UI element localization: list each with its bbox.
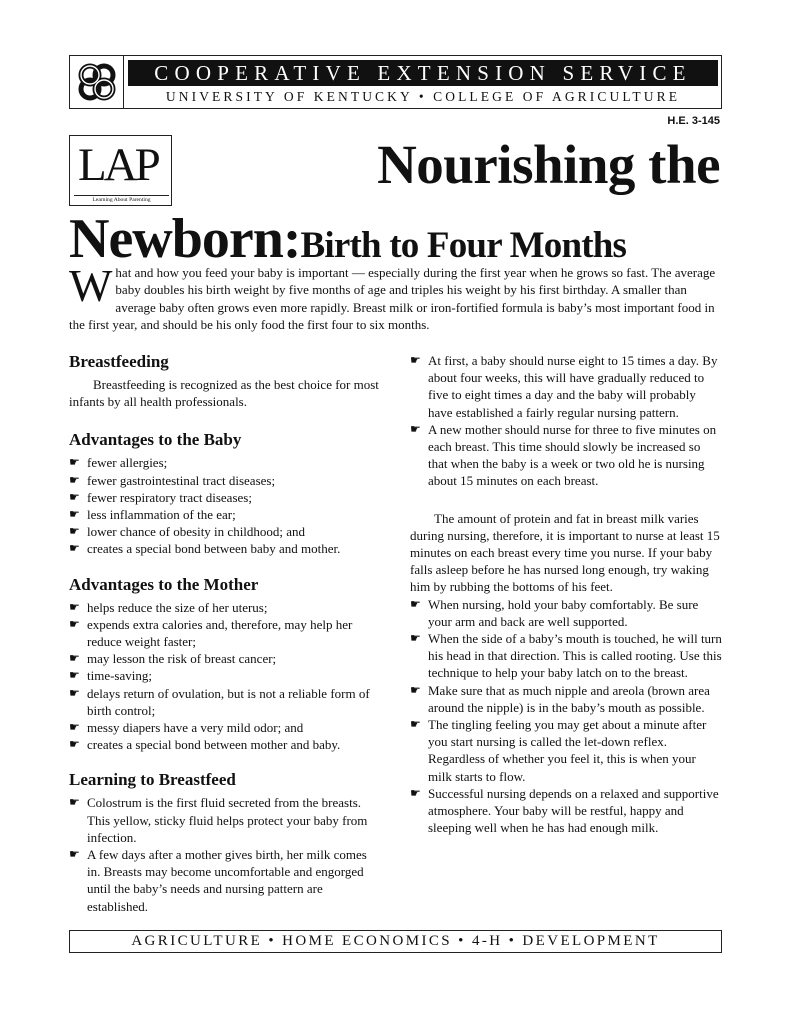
list-item: [69, 523, 381, 540]
pointing-hand-icon: ☛: [69, 489, 80, 504]
knot-logo-icon: [75, 60, 119, 104]
breastfeeding-text: Breastfeeding is recognized as the best choice for most infants by all health professionals.: [69, 377, 379, 410]
nursing-frequency-list: [410, 352, 722, 490]
list-item-text: expends extra calories and, therefore, may help her reduce weight faster;: [87, 616, 353, 650]
university-subtitle: UNIVERSITY OF KENTUCKY • COLLEGE OF AGRICULTURE: [165, 89, 681, 104]
list-item: [69, 489, 381, 506]
list-item-text: may lesson the risk of breast cancer;: [87, 651, 277, 667]
list-item-text: lower chance of obesity in childhood; and: [87, 524, 306, 540]
list-item-text: fewer respiratory tract diseases;: [87, 489, 252, 505]
list-item-text: Successful nursing depends on a relaxed and supportive atmosphere. Your baby will be restful, happy and sleeping well when he has had enough milk.: [428, 785, 719, 836]
list-item-text: fewer gastrointestinal tract diseases;: [87, 472, 276, 488]
list-item: [69, 616, 381, 650]
list-item-text: When nursing, hold your baby comfortably. Be sure your arm and back are well supported.: [428, 596, 699, 629]
list-item-text: time-saving;: [87, 668, 152, 684]
pointing-hand-icon: ☛: [410, 631, 421, 646]
lap-logo-subtext: Learning About Parenting: [74, 195, 169, 203]
list-item-text: less inflammation of the ear;: [87, 507, 236, 523]
breastfeeding-heading: Breastfeeding: [69, 352, 169, 371]
pointing-hand-icon: ☛: [410, 785, 421, 800]
mother-advantages-list: [69, 599, 381, 754]
pointing-hand-icon: ☛: [69, 507, 80, 522]
pointing-hand-icon: ☛: [69, 541, 80, 556]
list-item-text: messy diapers have a very mild odor; and: [87, 720, 304, 736]
list-item: [410, 785, 722, 837]
intro-text: hat and how you feed your baby is important — especially during the first year when he grows so fast. The average baby doubles his birth weight by five months of age and triples his weight by his first birthday. A smaller than average baby often grows even more rapidly. Breast milk or iron-fortified formula is baby’s most important food in the first year, and should be his only food the first four to six months.: [69, 265, 716, 332]
cooperative-extension-title: COOPERATIVE EXTENSION SERVICE: [128, 60, 718, 86]
list-item: [69, 506, 381, 523]
pointing-hand-icon: ☛: [410, 682, 421, 697]
list-item-text: When the side of a baby’s mouth is touched, he will turn his head in that direction. This is called rooting. Use this technique to help your baby latch on to the breast.: [428, 631, 722, 681]
intro-paragraph: [69, 260, 722, 333]
extension-banner: [69, 55, 722, 109]
list-item: [69, 599, 381, 616]
list-item: [69, 736, 381, 753]
right-column: [410, 352, 722, 836]
learning-list: [69, 794, 381, 914]
list-item: [69, 719, 381, 736]
pointing-hand-icon: ☛: [69, 737, 80, 752]
pointing-hand-icon: ☛: [410, 717, 421, 732]
drop-cap: W: [69, 260, 113, 311]
pointing-hand-icon: ☛: [69, 472, 80, 487]
list-item: [69, 794, 381, 846]
pointing-hand-icon: ☛: [69, 847, 80, 862]
list-item-text: fewer allergies;: [87, 455, 168, 471]
list-item: [410, 352, 722, 421]
list-item: [69, 540, 381, 557]
list-item-text: creates a special bond between mother and baby.: [87, 737, 341, 753]
list-item: [410, 630, 722, 682]
pointing-hand-icon: ☛: [69, 455, 80, 470]
list-item: [410, 596, 722, 630]
lap-logo: [69, 135, 172, 206]
baby-advantages-heading: Advantages to the Baby: [69, 430, 242, 450]
lap-logo-text: LAP: [78, 139, 158, 191]
publication-number: H.E. 3-145: [667, 115, 720, 127]
list-item: [410, 716, 722, 785]
list-item-text: delays return of ovulation, but is not a reliable form of birth control;: [87, 685, 370, 718]
list-item-text: The tingling feeling you may get about a minute after you start nursing is called the let-down reflex. Regardless of whether you feel it, this is when your milk starts to flow.: [428, 717, 707, 784]
pointing-hand-icon: ☛: [69, 524, 80, 539]
nursing-tips-list: [410, 596, 722, 837]
learning-heading: Learning to Breastfeed: [69, 770, 236, 790]
pointing-hand-icon: ☛: [69, 668, 80, 683]
list-item: [69, 472, 381, 489]
list-item-text: Make sure that as much nipple and areola (brown area around the nipple) is in the baby’s mouth as possible.: [428, 682, 710, 715]
list-item: [69, 685, 381, 719]
list-item: [410, 682, 722, 716]
pointing-hand-icon: ☛: [69, 599, 80, 614]
baby-advantages-list: [69, 454, 381, 557]
list-item-text: A new mother should nurse for three to five minutes on each breast. This time should slowly be increased so that when the baby is a week or two old he is nursing about 15 minutes on each breast.: [428, 421, 717, 489]
footer-banner: AGRICULTURE • HOME ECONOMICS • 4-H • DEVELOPMENT: [69, 930, 722, 953]
pointing-hand-icon: ☛: [69, 720, 80, 735]
list-item: [69, 454, 381, 471]
pointing-hand-icon: ☛: [69, 651, 80, 666]
list-item: [69, 846, 381, 915]
list-item-text: A few days after a mother gives birth, her milk comes in. Breasts may become uncomfortable and engorged until the baby’s needs and nursing pattern are established.: [87, 847, 367, 914]
pointing-hand-icon: ☛: [410, 596, 421, 611]
list-item-text: creates a special bond between baby and mother.: [87, 541, 341, 557]
protein-fat-paragraph: The amount of protein and fat in breast milk varies during nursing, therefore, it is important to nurse at least 15 minutes on each breast every time you nurse. If your baby falls asleep before he has nursed long enough, try waking him by rubbing the bottoms of his feet.: [410, 510, 720, 595]
pointing-hand-icon: ☛: [410, 421, 421, 436]
title-newborn: Newborn:: [69, 208, 301, 270]
pointing-hand-icon: ☛: [69, 795, 80, 810]
list-item: [69, 667, 381, 684]
list-item-text: At first, a baby should nurse eight to 15 times a day. By about four weeks, this will have gradually reduced to five to eight times a day and the baby will probably have established a fairly regular nursing pattern.: [428, 353, 718, 420]
title-subtitle: Birth to Four Months: [300, 225, 627, 266]
pointing-hand-icon: ☛: [69, 685, 80, 700]
title-line-1: Nourishing the: [377, 134, 720, 195]
list-item: [410, 421, 722, 490]
extension-logo: [70, 56, 124, 108]
list-item: [69, 650, 381, 667]
pointing-hand-icon: ☛: [410, 353, 421, 367]
mother-advantages-heading: Advantages to the Mother: [69, 574, 259, 594]
pointing-hand-icon: ☛: [69, 616, 80, 631]
left-column: [69, 352, 381, 915]
list-item-text: Colostrum is the first fluid secreted from the breasts. This yellow, sticky fluid helps protect your baby from infection.: [87, 795, 368, 845]
list-item-text: helps reduce the size of her uterus;: [87, 599, 268, 615]
